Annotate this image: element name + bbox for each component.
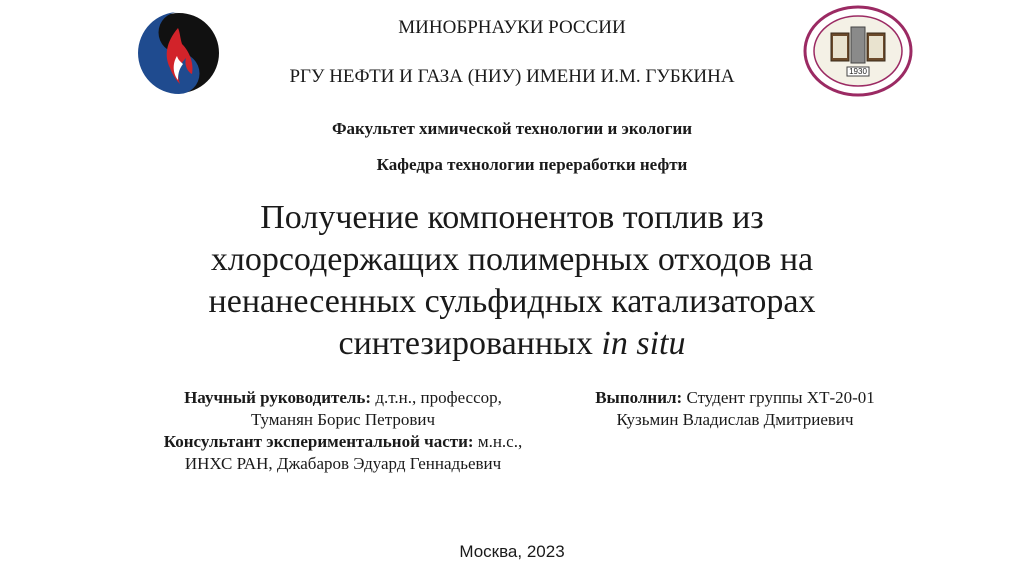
consultant-value: м.н.с.,: [473, 432, 523, 451]
title-line-4: [112, 323, 912, 365]
department-name: Кафедра технологии переработки нефти: [376, 155, 688, 174]
title-line-4-plain: синтезированных: [338, 325, 602, 362]
university-name: РГУ НЕФТИ И ГАЗА (НИУ) ИМЕНИ И.М. ГУБКИНА: [289, 66, 735, 87]
student-value: Студент группы ХТ-20-01: [682, 388, 875, 407]
faculty-name: Факультет химической технологии и экологии: [331, 119, 693, 138]
presentation-title: [112, 197, 912, 365]
seal-year: 1930: [849, 67, 867, 76]
supervisor-block: [118, 387, 568, 475]
title-line-3: ненанесенных сульфидных катализаторах: [208, 283, 816, 320]
city-year: Москва, 2023: [459, 542, 565, 561]
ministry-name: МИНОБРНАУКИ РОССИИ: [398, 17, 626, 38]
supervisor-line: [118, 387, 568, 409]
consultant-name: ИНХС РАН, Джабаров Эдуард Геннадьевич: [184, 454, 502, 473]
consultant-line: [118, 431, 568, 453]
student-name: Кузьмин Владислав Дмитриевич: [616, 410, 854, 429]
supervisor-label: Научный руководитель:: [184, 388, 372, 407]
student-label: Выполнил:: [595, 388, 683, 407]
title-line-2: хлорсодержащих полимерных отходов на: [210, 241, 814, 278]
supervisor-value: д.т.н., профессор,: [371, 388, 502, 407]
title-line-1: Получение компонентов топлив из: [260, 199, 764, 236]
student-line: [560, 387, 910, 409]
consultant-label: Консультант экспериментальной части:: [163, 432, 474, 451]
supervisor-name: Туманян Борис Петрович: [250, 410, 436, 429]
student-block: [560, 387, 910, 431]
title-line-4-italic: in situ: [601, 325, 686, 362]
